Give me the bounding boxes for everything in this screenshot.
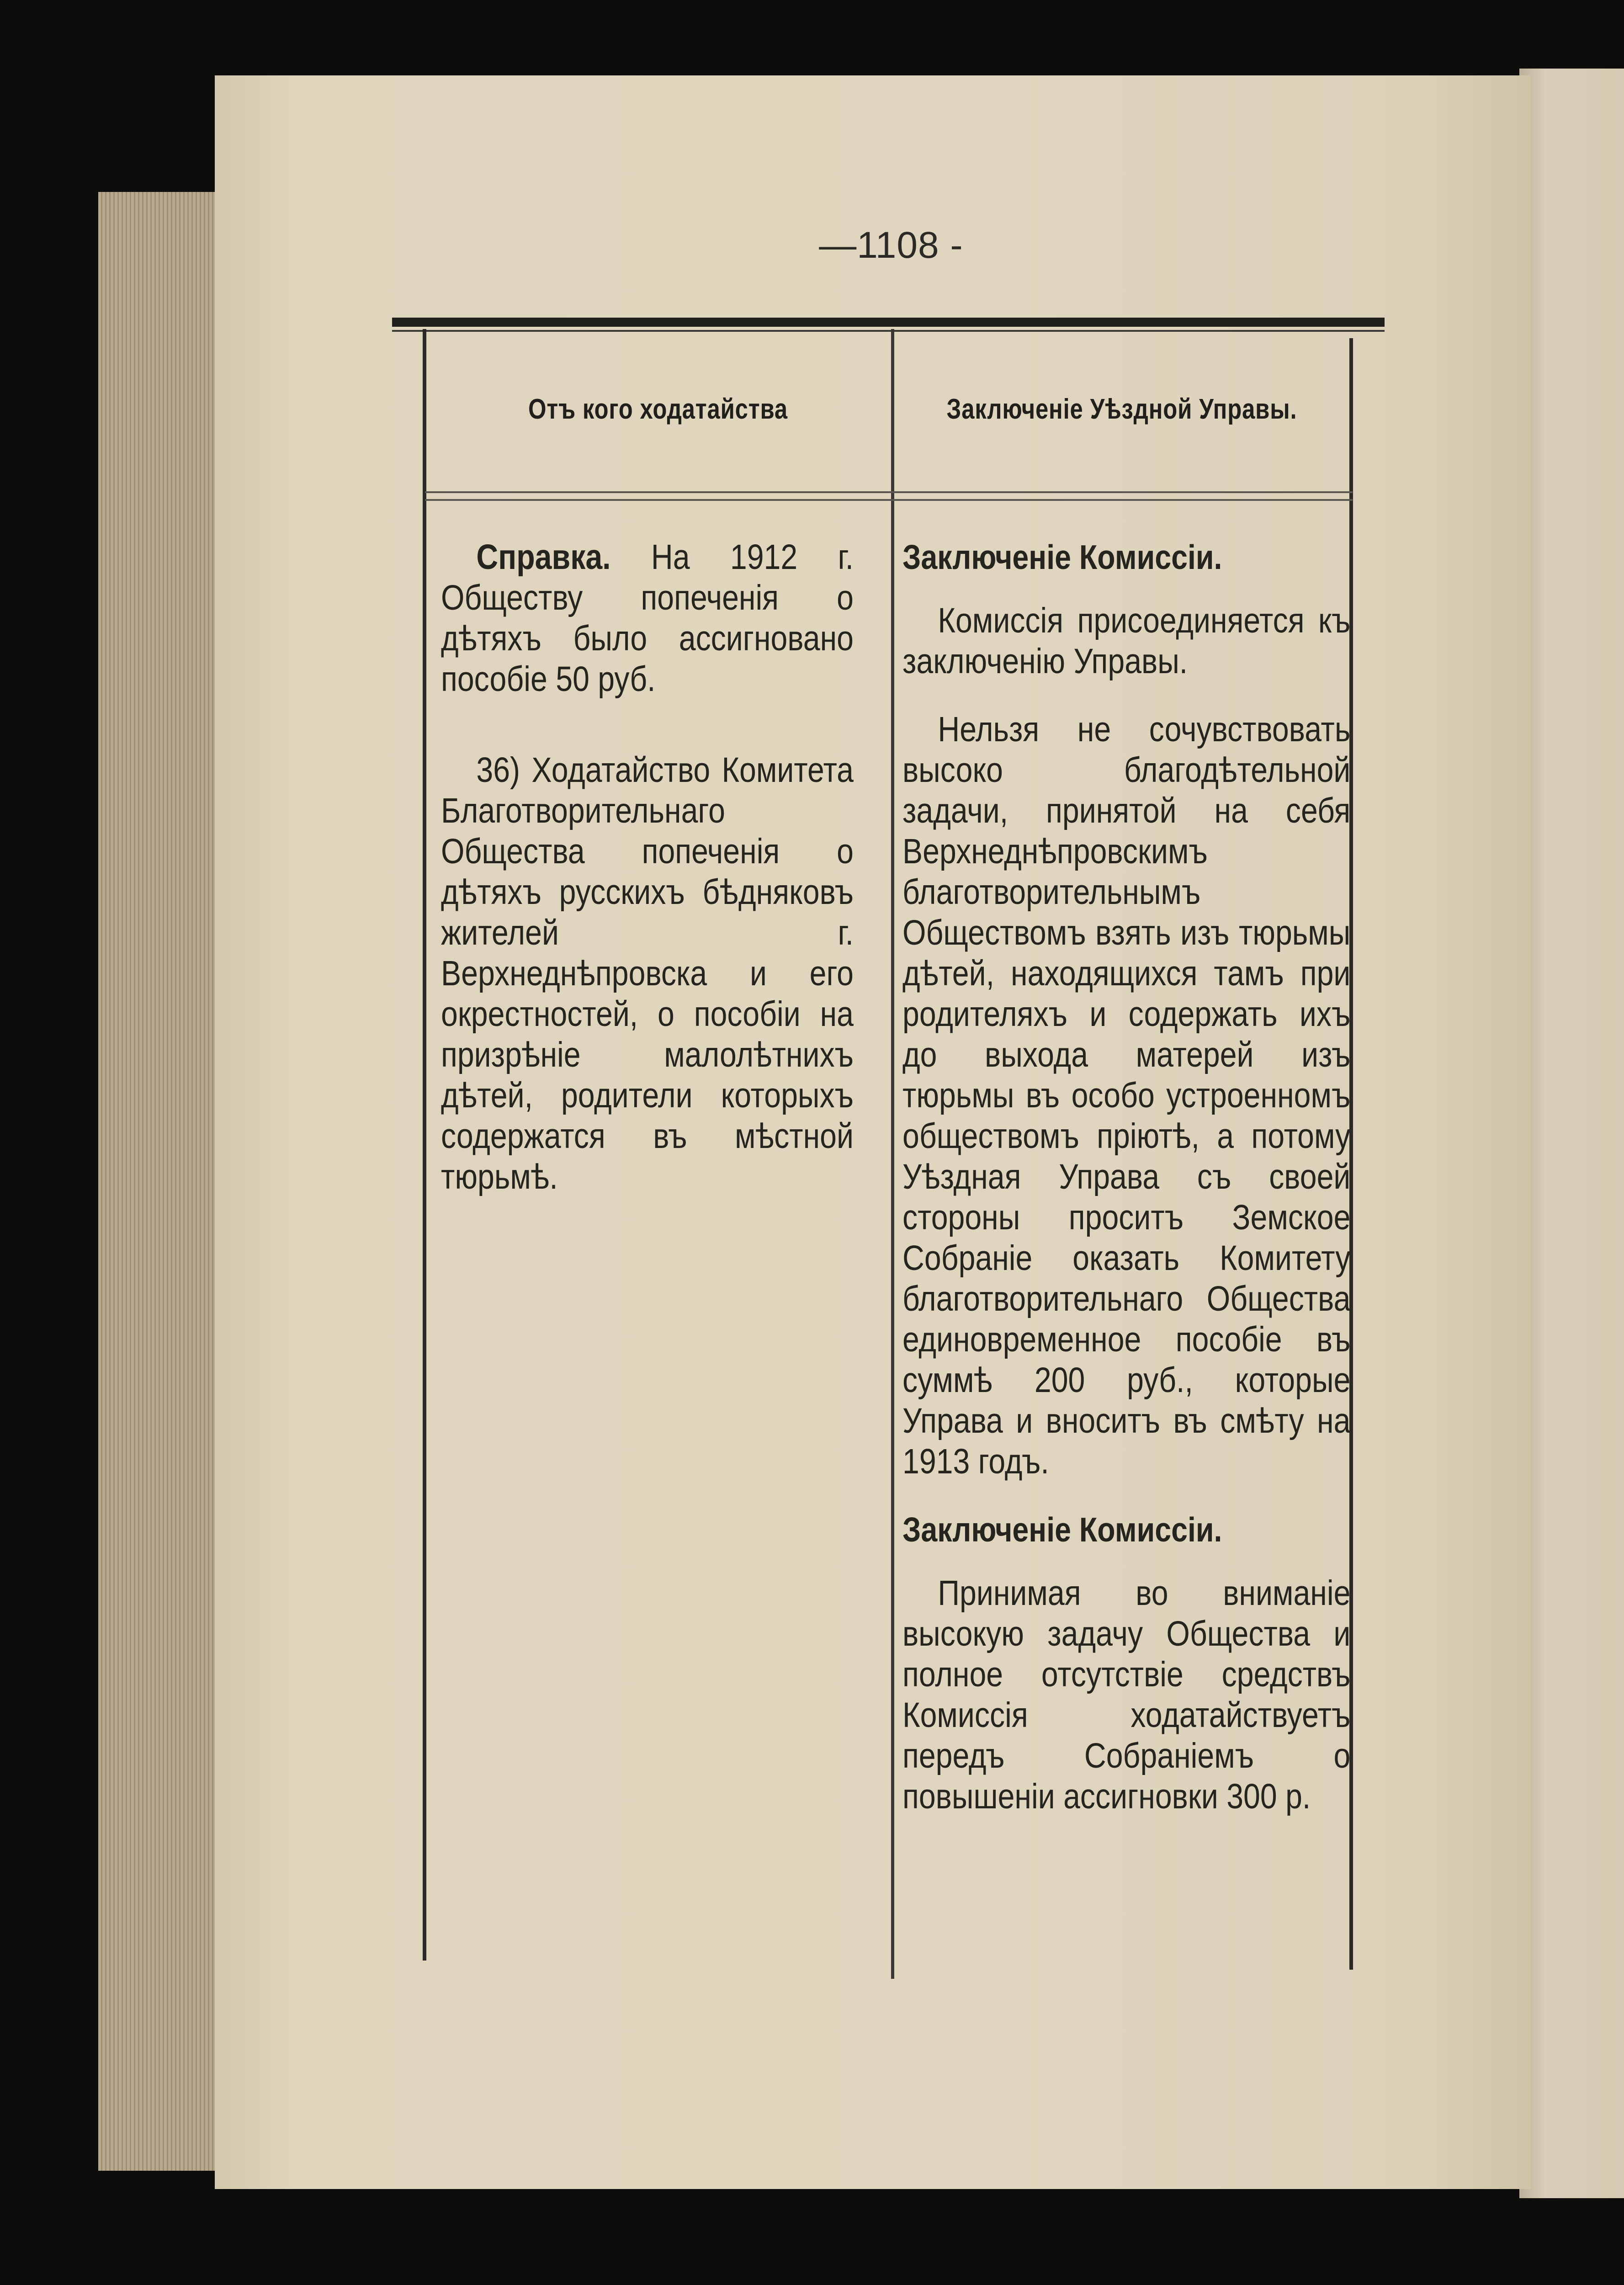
commission-heading-2: Заключеніе Комиссіи.: [902, 1510, 1222, 1549]
table-top-thin-rule: [392, 330, 1385, 332]
facing-page-edge: [1519, 69, 1624, 2198]
reference-label: Справка.: [476, 537, 611, 577]
table-top-rule: [392, 318, 1385, 327]
page-number: —1108 -: [819, 224, 963, 266]
header-rule-1: [425, 491, 1353, 493]
left-border: [423, 329, 426, 1961]
reference-paragraph: [441, 537, 854, 700]
left-column-text: [441, 537, 854, 1248]
column-header-from-whom: Отъ кого ходатайства: [528, 393, 788, 425]
uprava-conclusion-text: Нельзя не сочувствовать высоко благодѣтельной задачи, принятой на себя Верхнеднѣпровскимъ благотворительнымъ Обществомъ взять изъ тюрьмы дѣтей, находящихся тамъ при родителяхъ и содержать ихъ до выхода матерей изъ тюрьмы въ особо устроенномъ обществомъ пріютѣ, а потому Уѣздная Управа съ своей стороны проситъ Земское Собраніе оказать Комитету благотворительнаго Общества единовременное пособіе въ суммѣ 200 руб., которые Управа и вноситъ въ смѣту на 1913 годъ.: [902, 710, 1351, 1481]
commission-text-2: Принимая во вниманіе высокую задачу Общества и полное отсутствіе средствъ Комиссія ходатайствуетъ передъ Собраніемъ о повышеніи ассигновки 300 р.: [902, 1573, 1351, 1816]
commission-heading-1: Заключеніе Комиссіи.: [902, 538, 1222, 576]
right-column-text: [902, 537, 1350, 1867]
commission-text-1: Комиссія присоединяется къ заключенію Управы.: [902, 601, 1351, 681]
column-header-uprava-conclusion: Заключеніе Уѣздной Управы.: [946, 393, 1297, 425]
petition-paragraph: 36) Ходатайство Комитета Благотворительнаго Общества попеченія о дѣтяхъ русскихъ бѣдняковъ жителей г. Верхнеднѣпровска и его окрестностей, о пособіи на призрѣніе малолѣтнихъ дѣтей, родители которыхъ содержатся въ мѣстной тюрьмѣ.: [441, 750, 854, 1196]
header-rule-2: [425, 499, 1353, 501]
reference-text: На 1912 г. Обществу попеченія о дѣтяхъ было ассигновано пособіе 50 руб.: [441, 537, 854, 699]
column-divider: [891, 329, 894, 1979]
